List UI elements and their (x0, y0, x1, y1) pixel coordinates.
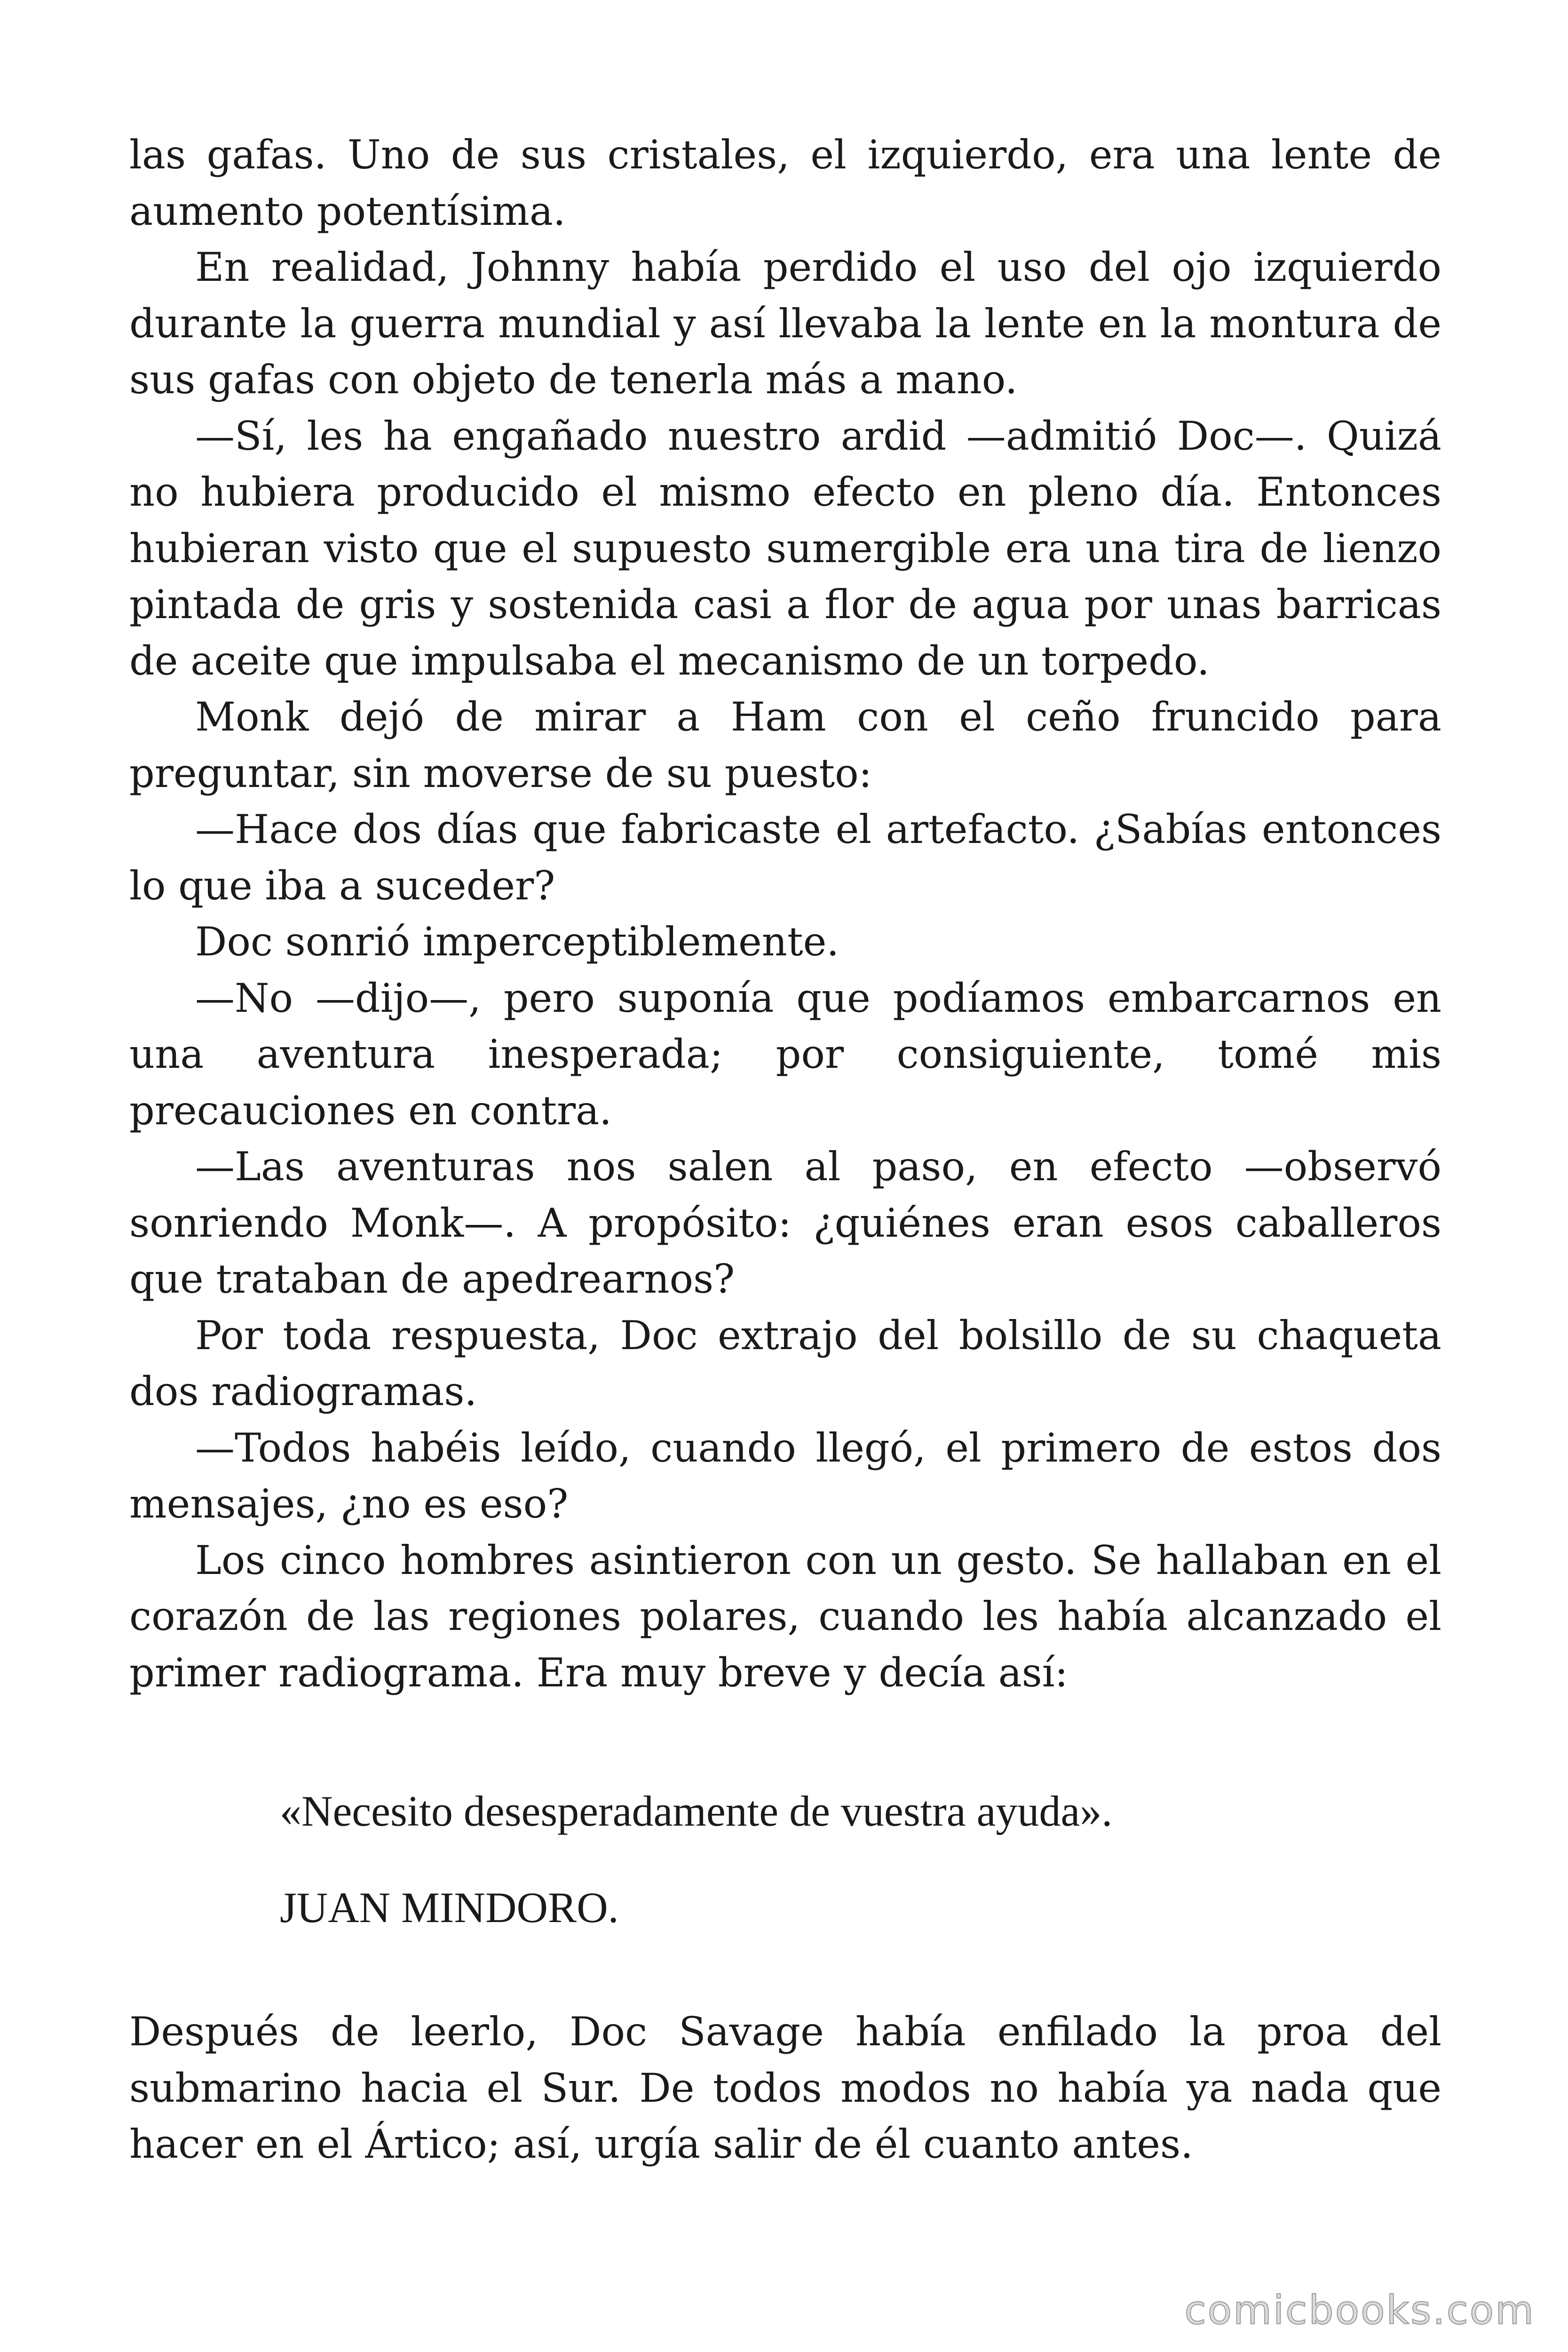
letter-quote: «Necesito desesperadamente de vuestra ayuda». (280, 1787, 1113, 1835)
paragraph: Después de leerlo, Doc Savage había enfilado la proa del submarino hacia el Sur. De todos modos no había ya nada que hacer en el Ártico; así, urgía salir de él cuanto antes. (129, 2009, 1441, 2167)
paragraph: Monk dejó de mirar a Ham con el ceño fruncido para preguntar, sin moverse de su puesto: (129, 694, 1441, 796)
watermark: comicbooks.com (1184, 2287, 1535, 2333)
paragraph: Por toda respuesta, Doc extrajo del bolsillo de su chaqueta dos radiogramas. (129, 1312, 1441, 1414)
paragraph: —No —dijo—, pero suponía que podíamos embarcarnos en una aventura inesperada; por consiguiente, tomé mis precauciones en contra. (129, 975, 1441, 1134)
paragraph: —Sí, les ha engañado nuestro ardid —admitió Doc—. Quizá no hubiera producido el mismo efecto en pleno día. Entonces hubieran visto que el supuesto sumergible era una tira de lienzo pintada de gris y sostenida casi a flor de agua por unas barricas de aceite que impulsaba el mecanismo de un torpedo. (129, 413, 1441, 684)
paragraph: —Todos habéis leído, cuando llegó, el primero de estos dos mensajes, ¿no es eso? (129, 1424, 1441, 1527)
paragraph: Doc sonrió imperceptiblemente. (195, 919, 839, 965)
paragraph: Los cinco hombres asintieron con un gesto. Se hallaban en el corazón de las regiones polares, cuando les había alcanzado el primer radiograma. Era muy breve y decía así: (129, 1537, 1441, 1696)
paragraph: las gafas. Uno de sus cristales, el izquierdo, era una lente de aumento potentísima. (129, 132, 1441, 234)
paragraph: —Las aventuras nos salen al paso, en efecto —observó sonriendo Monk—. A propósito: ¿quiénes eran esos caballeros que trataban de apedrearnos? (129, 1144, 1441, 1302)
letter-signature: JUAN MINDORO. (280, 1883, 619, 1931)
paragraph: En realidad, Johnny había perdido el uso del ojo izquierdo durante la guerra mundial y así llevaba la lente en la montura de sus gafas con objeto de tenerla más a mano. (129, 244, 1441, 403)
paragraph: —Hace dos días que fabricaste el artefacto. ¿Sabías entonces lo que iba a suceder? (129, 806, 1441, 909)
closing-text (129, 2004, 1441, 2173)
body-text (129, 127, 1441, 1701)
